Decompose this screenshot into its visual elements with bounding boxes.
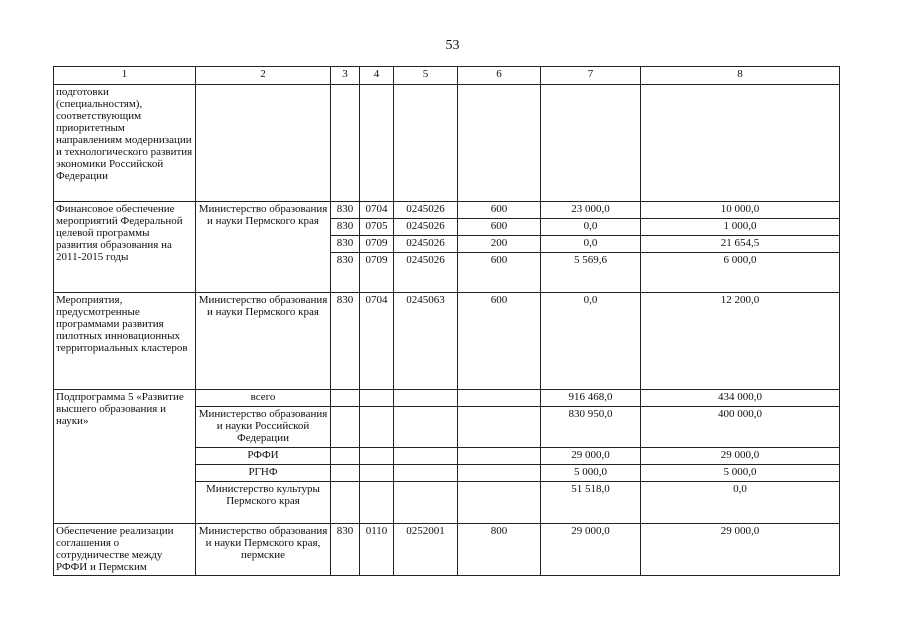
executor-cell: Министерство образования и науки Российской Федерации (196, 407, 331, 448)
code-cell: 0704 (360, 202, 394, 219)
empty-cell (360, 85, 394, 202)
empty-cell (196, 85, 331, 202)
amount-cell: 5 000,0 (541, 465, 641, 482)
empty-cell (394, 482, 458, 524)
table-row (54, 524, 840, 576)
amount-cell: 21 654,5 (641, 236, 840, 253)
amount-cell: 29 000,0 (641, 448, 840, 465)
empty-cell (360, 390, 394, 407)
empty-cell (458, 85, 541, 202)
code-cell: 0245026 (394, 219, 458, 236)
amount-cell: 916 468,0 (541, 390, 641, 407)
executor-cell: Министерство образования и науки Пермского края, пермские (196, 524, 331, 576)
code-cell: 830 (331, 293, 360, 390)
empty-cell (458, 407, 541, 448)
code-cell: 0704 (360, 293, 394, 390)
column-header: 5 (394, 67, 458, 85)
empty-cell (360, 448, 394, 465)
amount-cell: 23 000,0 (541, 202, 641, 219)
empty-cell (331, 407, 360, 448)
code-cell: 0245026 (394, 253, 458, 293)
empty-cell (331, 390, 360, 407)
amount-cell: 29 000,0 (541, 448, 641, 465)
table-row (54, 85, 840, 202)
measure-name-cell: Обеспечение реализации соглашения о сотрудничестве между РФФИ и Пермским (54, 524, 196, 576)
amount-cell: 51 518,0 (541, 482, 641, 524)
code-cell: 830 (331, 236, 360, 253)
empty-cell (360, 407, 394, 448)
amount-cell: 434 000,0 (641, 390, 840, 407)
executor-cell: Министерство образования и науки Пермского края (196, 202, 331, 293)
code-cell: 830 (331, 253, 360, 293)
code-cell: 0705 (360, 219, 394, 236)
empty-cell (331, 482, 360, 524)
code-cell: 200 (458, 236, 541, 253)
column-header: 7 (541, 67, 641, 85)
code-cell: 830 (331, 202, 360, 219)
amount-cell: 5 000,0 (641, 465, 840, 482)
code-cell: 0709 (360, 236, 394, 253)
empty-cell (394, 390, 458, 407)
empty-cell (458, 390, 541, 407)
empty-cell (331, 85, 360, 202)
empty-cell (394, 465, 458, 482)
code-cell: 800 (458, 524, 541, 576)
empty-cell (458, 465, 541, 482)
column-header: 3 (331, 67, 360, 85)
amount-cell: 1 000,0 (641, 219, 840, 236)
code-cell: 830 (331, 219, 360, 236)
amount-cell: 0,0 (541, 236, 641, 253)
column-header: 6 (458, 67, 541, 85)
amount-cell: 830 950,0 (541, 407, 641, 448)
empty-cell (458, 448, 541, 465)
code-cell: 830 (331, 524, 360, 576)
measure-name-cell: подготовки (специальностям), соответствующим приоритетным направлениям модернизации и технологического развития экономики Российской Федерации (54, 85, 196, 202)
table-row (54, 202, 840, 219)
empty-cell (641, 85, 840, 202)
empty-cell (394, 407, 458, 448)
empty-cell (360, 482, 394, 524)
code-cell: 0110 (360, 524, 394, 576)
amount-cell: 400 000,0 (641, 407, 840, 448)
header-row (54, 67, 840, 85)
empty-cell (541, 85, 641, 202)
table-row (54, 390, 840, 407)
amount-cell: 29 000,0 (641, 524, 840, 576)
code-cell: 0252001 (394, 524, 458, 576)
empty-cell (394, 85, 458, 202)
column-header: 2 (196, 67, 331, 85)
empty-cell (394, 448, 458, 465)
measure-name-cell: Подпрограмма 5 «Развитие высшего образования и науки» (54, 390, 196, 524)
amount-cell: 0,0 (641, 482, 840, 524)
column-header: 1 (54, 67, 196, 85)
code-cell: 600 (458, 293, 541, 390)
code-cell: 0245063 (394, 293, 458, 390)
executor-cell: всего (196, 390, 331, 407)
amount-cell: 10 000,0 (641, 202, 840, 219)
code-cell: 0245026 (394, 236, 458, 253)
column-header: 8 (641, 67, 840, 85)
code-cell: 0245026 (394, 202, 458, 219)
code-cell: 0709 (360, 253, 394, 293)
empty-cell (458, 482, 541, 524)
empty-cell (331, 465, 360, 482)
amount-cell: 29 000,0 (541, 524, 641, 576)
executor-cell: РГНФ (196, 465, 331, 482)
table-row (54, 293, 840, 390)
empty-cell (331, 448, 360, 465)
budget-table (53, 66, 840, 576)
amount-cell: 0,0 (541, 219, 641, 236)
amount-cell: 0,0 (541, 293, 641, 390)
executor-cell: Министерство культуры Пермского края (196, 482, 331, 524)
executor-cell: Министерство образования и науки Пермского края (196, 293, 331, 390)
amount-cell: 5 569,6 (541, 253, 641, 293)
code-cell: 600 (458, 219, 541, 236)
measure-name-cell: Финансовое обеспечение мероприятий Федеральной целевой программы развития образования на 2011-2015 годы (54, 202, 196, 293)
amount-cell: 12 200,0 (641, 293, 840, 390)
empty-cell (360, 465, 394, 482)
page-number: 53 (445, 38, 460, 53)
code-cell: 600 (458, 253, 541, 293)
column-header: 4 (360, 67, 394, 85)
measure-name-cell: Мероприятия, предусмотренные программами развития пилотных инновационных территориальных кластеров (54, 293, 196, 390)
amount-cell: 6 000,0 (641, 253, 840, 293)
executor-cell: РФФИ (196, 448, 331, 465)
code-cell: 600 (458, 202, 541, 219)
